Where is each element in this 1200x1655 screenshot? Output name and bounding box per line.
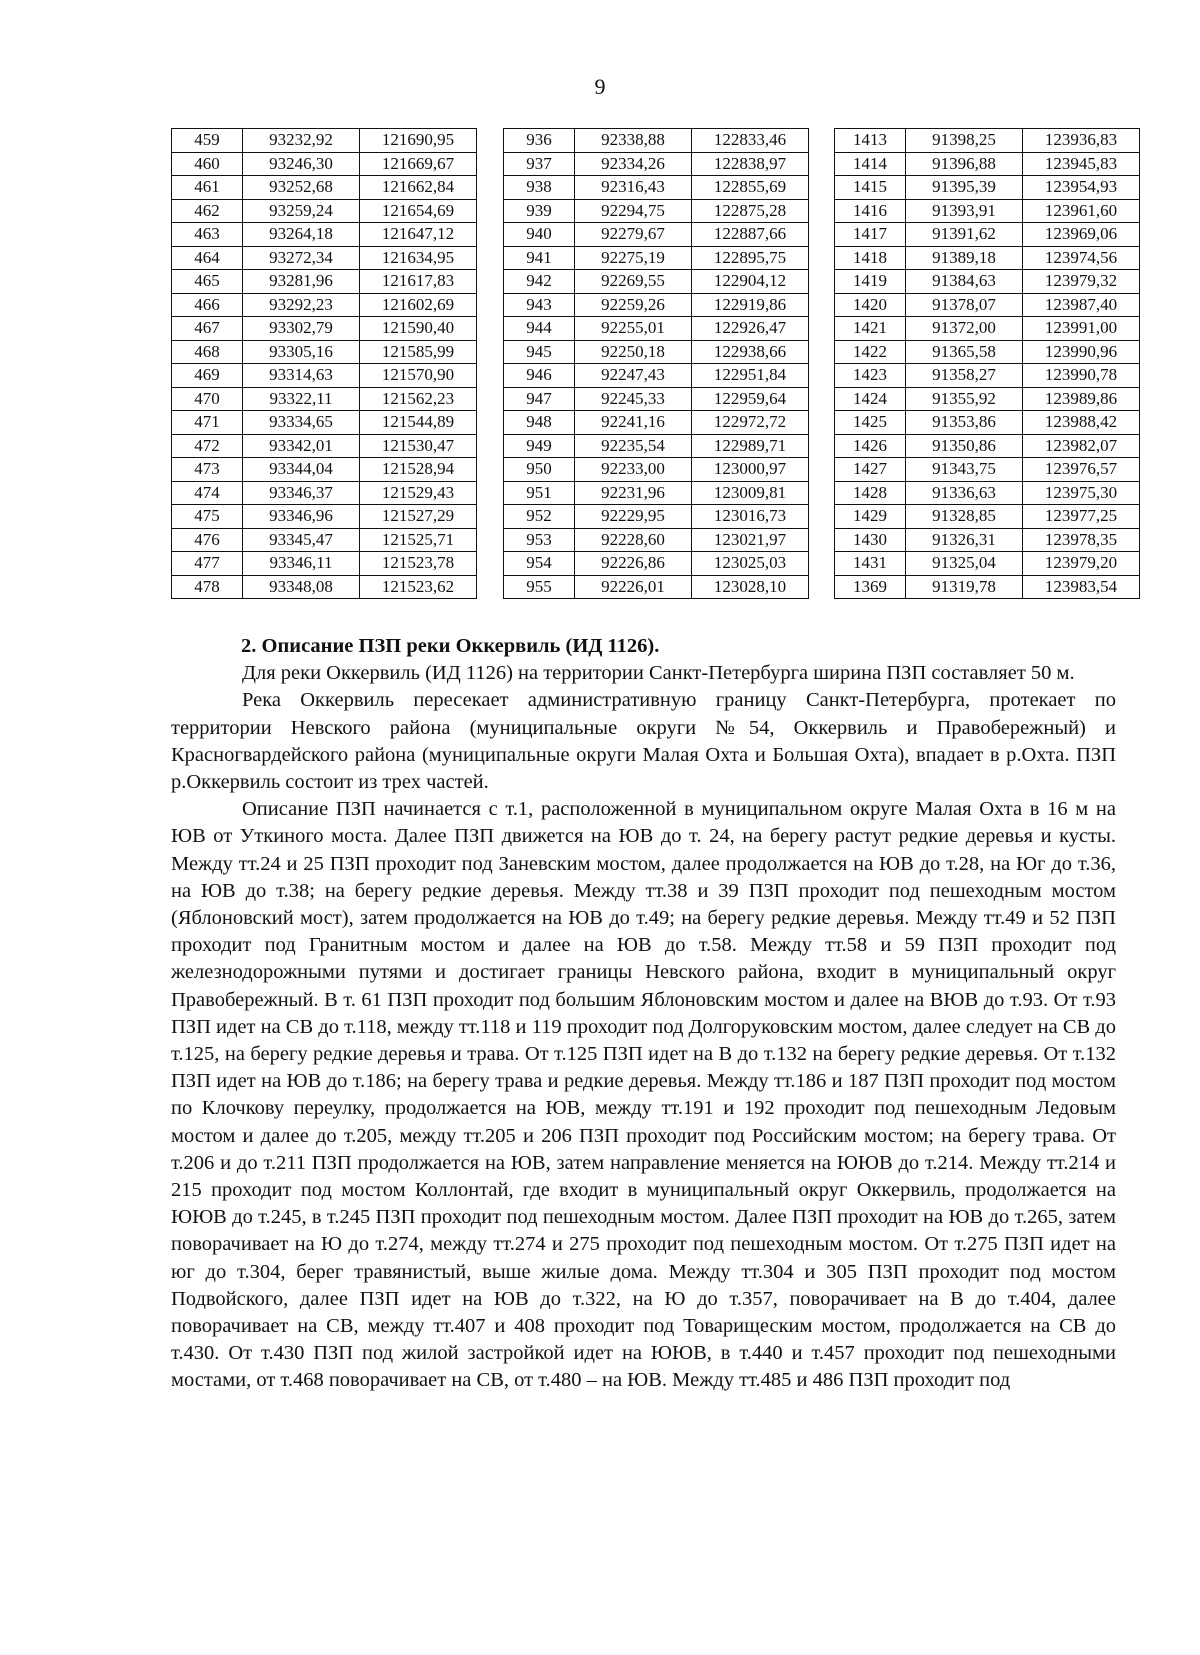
x-coordinate-cell: 92316,43 — [575, 176, 692, 200]
point-number-cell: 468 — [172, 340, 243, 364]
x-coordinate-cell: 92233,00 — [575, 458, 692, 482]
table-row — [172, 317, 477, 341]
point-number-cell: 940 — [504, 223, 575, 247]
table-row — [172, 340, 477, 364]
table-row — [172, 199, 477, 223]
y-coordinate-cell: 122919,86 — [692, 293, 809, 317]
point-number-cell: 463 — [172, 223, 243, 247]
table-row — [172, 528, 477, 552]
x-coordinate-cell: 92279,67 — [575, 223, 692, 247]
table-row — [504, 129, 809, 153]
table-row — [835, 505, 1140, 529]
x-coordinate-cell: 91391,62 — [906, 223, 1023, 247]
y-coordinate-cell: 122926,47 — [692, 317, 809, 341]
y-coordinate-cell: 121654,69 — [360, 199, 477, 223]
y-coordinate-cell: 123028,10 — [692, 575, 809, 599]
point-number-cell: 1426 — [835, 434, 906, 458]
point-number-cell: 466 — [172, 293, 243, 317]
x-coordinate-cell: 92255,01 — [575, 317, 692, 341]
point-number-cell: 1419 — [835, 270, 906, 294]
coordinates-table-1 — [171, 128, 477, 599]
table-row — [504, 152, 809, 176]
x-coordinate-cell: 93345,47 — [243, 528, 360, 552]
y-coordinate-cell: 121602,69 — [360, 293, 477, 317]
table-row — [172, 458, 477, 482]
y-coordinate-cell: 122972,72 — [692, 411, 809, 435]
x-coordinate-cell: 93305,16 — [243, 340, 360, 364]
y-coordinate-cell: 121617,83 — [360, 270, 477, 294]
y-coordinate-cell: 123945,83 — [1023, 152, 1140, 176]
y-coordinate-cell: 122938,66 — [692, 340, 809, 364]
point-number-cell: 1369 — [835, 575, 906, 599]
point-number-cell: 474 — [172, 481, 243, 505]
point-number-cell: 467 — [172, 317, 243, 341]
point-number-cell: 465 — [172, 270, 243, 294]
y-coordinate-cell: 121570,90 — [360, 364, 477, 388]
table-row — [504, 528, 809, 552]
table-row — [504, 434, 809, 458]
table-row — [835, 129, 1140, 153]
y-coordinate-cell: 122895,75 — [692, 246, 809, 270]
point-number-cell: 464 — [172, 246, 243, 270]
table-row — [835, 434, 1140, 458]
table-row — [504, 270, 809, 294]
y-coordinate-cell: 122959,64 — [692, 387, 809, 411]
point-number-cell: 936 — [504, 129, 575, 153]
point-number-cell: 952 — [504, 505, 575, 529]
x-coordinate-cell: 91326,31 — [906, 528, 1023, 552]
x-coordinate-cell: 92231,96 — [575, 481, 692, 505]
y-coordinate-cell: 123025,03 — [692, 552, 809, 576]
point-number-cell: 1418 — [835, 246, 906, 270]
table-row — [835, 270, 1140, 294]
coordinates-table-2 — [503, 128, 809, 599]
y-coordinate-cell: 122887,66 — [692, 223, 809, 247]
table-row — [504, 575, 809, 599]
section-heading: 2. Описание ПЗП реки Оккервиль (ИД 1126). — [241, 635, 660, 657]
table-row — [172, 293, 477, 317]
y-coordinate-cell: 121523,78 — [360, 552, 477, 576]
table-row — [172, 505, 477, 529]
table-row — [504, 246, 809, 270]
point-number-cell: 473 — [172, 458, 243, 482]
table-row — [835, 481, 1140, 505]
point-number-cell: 954 — [504, 552, 575, 576]
point-number-cell: 1429 — [835, 505, 906, 529]
y-coordinate-cell: 123987,40 — [1023, 293, 1140, 317]
table-row — [504, 552, 809, 576]
y-coordinate-cell: 121530,47 — [360, 434, 477, 458]
table-row — [172, 387, 477, 411]
point-number-cell: 460 — [172, 152, 243, 176]
x-coordinate-cell: 93252,68 — [243, 176, 360, 200]
x-coordinate-cell: 93246,30 — [243, 152, 360, 176]
point-number-cell: 470 — [172, 387, 243, 411]
x-coordinate-cell: 93346,37 — [243, 481, 360, 505]
y-coordinate-cell: 121523,62 — [360, 575, 477, 599]
x-coordinate-cell: 93344,04 — [243, 458, 360, 482]
point-number-cell: 951 — [504, 481, 575, 505]
y-coordinate-cell: 121525,71 — [360, 528, 477, 552]
x-coordinate-cell: 91398,25 — [906, 129, 1023, 153]
table-row — [835, 199, 1140, 223]
point-number-cell: 1414 — [835, 152, 906, 176]
table-row — [504, 481, 809, 505]
point-number-cell: 943 — [504, 293, 575, 317]
point-number-cell: 1431 — [835, 552, 906, 576]
y-coordinate-cell: 121634,95 — [360, 246, 477, 270]
point-number-cell: 945 — [504, 340, 575, 364]
table-row — [835, 246, 1140, 270]
x-coordinate-cell: 92241,16 — [575, 411, 692, 435]
y-coordinate-cell: 123000,97 — [692, 458, 809, 482]
y-coordinate-cell: 121527,29 — [360, 505, 477, 529]
point-number-cell: 938 — [504, 176, 575, 200]
x-coordinate-cell: 92226,01 — [575, 575, 692, 599]
y-coordinate-cell: 122989,71 — [692, 434, 809, 458]
table-row — [172, 481, 477, 505]
point-number-cell: 1424 — [835, 387, 906, 411]
y-coordinate-cell: 121590,40 — [360, 317, 477, 341]
point-number-cell: 478 — [172, 575, 243, 599]
point-number-cell: 1416 — [835, 199, 906, 223]
point-number-cell: 1413 — [835, 129, 906, 153]
y-coordinate-cell: 121544,89 — [360, 411, 477, 435]
x-coordinate-cell: 92245,33 — [575, 387, 692, 411]
point-number-cell: 1425 — [835, 411, 906, 435]
table-row — [835, 552, 1140, 576]
y-coordinate-cell: 123983,54 — [1023, 575, 1140, 599]
x-coordinate-cell: 91395,39 — [906, 176, 1023, 200]
table-row — [835, 223, 1140, 247]
y-coordinate-cell: 122833,46 — [692, 129, 809, 153]
y-coordinate-cell: 122838,97 — [692, 152, 809, 176]
x-coordinate-cell: 91365,58 — [906, 340, 1023, 364]
y-coordinate-cell: 123969,06 — [1023, 223, 1140, 247]
table-row — [172, 223, 477, 247]
y-coordinate-cell: 121562,23 — [360, 387, 477, 411]
x-coordinate-cell: 93264,18 — [243, 223, 360, 247]
point-number-cell: 1420 — [835, 293, 906, 317]
x-coordinate-cell: 92338,88 — [575, 129, 692, 153]
table-row — [504, 223, 809, 247]
y-coordinate-cell: 123961,60 — [1023, 199, 1140, 223]
x-coordinate-cell: 93272,34 — [243, 246, 360, 270]
x-coordinate-cell: 93281,96 — [243, 270, 360, 294]
table-row — [172, 411, 477, 435]
x-coordinate-cell: 91372,00 — [906, 317, 1023, 341]
table-row — [504, 317, 809, 341]
x-coordinate-cell: 91355,92 — [906, 387, 1023, 411]
y-coordinate-cell: 122875,28 — [692, 199, 809, 223]
table-row — [172, 575, 477, 599]
x-coordinate-cell: 92275,19 — [575, 246, 692, 270]
table-row — [172, 129, 477, 153]
point-number-cell: 1421 — [835, 317, 906, 341]
point-number-cell: 476 — [172, 528, 243, 552]
y-coordinate-cell: 123990,78 — [1023, 364, 1140, 388]
x-coordinate-cell: 91328,85 — [906, 505, 1023, 529]
table-row — [835, 528, 1140, 552]
point-number-cell: 946 — [504, 364, 575, 388]
table-row — [835, 364, 1140, 388]
y-coordinate-cell: 123976,57 — [1023, 458, 1140, 482]
coordinates-table-3 — [834, 128, 1140, 599]
point-number-cell: 462 — [172, 199, 243, 223]
table-row — [835, 411, 1140, 435]
table-row — [504, 293, 809, 317]
x-coordinate-cell: 92229,95 — [575, 505, 692, 529]
table-row — [504, 176, 809, 200]
table-row — [835, 317, 1140, 341]
y-coordinate-cell: 122855,69 — [692, 176, 809, 200]
x-coordinate-cell: 93346,96 — [243, 505, 360, 529]
y-coordinate-cell: 123990,96 — [1023, 340, 1140, 364]
point-number-cell: 937 — [504, 152, 575, 176]
table-row — [504, 387, 809, 411]
x-coordinate-cell: 92247,43 — [575, 364, 692, 388]
table-row — [835, 387, 1140, 411]
point-number-cell: 461 — [172, 176, 243, 200]
x-coordinate-cell: 91389,18 — [906, 246, 1023, 270]
x-coordinate-cell: 92250,18 — [575, 340, 692, 364]
point-number-cell: 1428 — [835, 481, 906, 505]
y-coordinate-cell: 122951,84 — [692, 364, 809, 388]
x-coordinate-cell: 91393,91 — [906, 199, 1023, 223]
point-number-cell: 948 — [504, 411, 575, 435]
table-row — [172, 364, 477, 388]
table-row — [835, 176, 1140, 200]
y-coordinate-cell: 123016,73 — [692, 505, 809, 529]
y-coordinate-cell: 123979,32 — [1023, 270, 1140, 294]
y-coordinate-cell: 123021,97 — [692, 528, 809, 552]
table-row — [835, 575, 1140, 599]
x-coordinate-cell: 91384,63 — [906, 270, 1023, 294]
point-number-cell: 1417 — [835, 223, 906, 247]
x-coordinate-cell: 92235,54 — [575, 434, 692, 458]
point-number-cell: 950 — [504, 458, 575, 482]
x-coordinate-cell: 91319,78 — [906, 575, 1023, 599]
x-coordinate-cell: 92228,60 — [575, 528, 692, 552]
point-number-cell: 1430 — [835, 528, 906, 552]
y-coordinate-cell: 121669,67 — [360, 152, 477, 176]
table-row — [172, 270, 477, 294]
y-coordinate-cell: 123991,00 — [1023, 317, 1140, 341]
table-row — [835, 458, 1140, 482]
point-number-cell: 953 — [504, 528, 575, 552]
point-number-cell: 459 — [172, 129, 243, 153]
y-coordinate-cell: 123982,07 — [1023, 434, 1140, 458]
y-coordinate-cell: 123936,83 — [1023, 129, 1140, 153]
y-coordinate-cell: 121528,94 — [360, 458, 477, 482]
x-coordinate-cell: 91336,63 — [906, 481, 1023, 505]
x-coordinate-cell: 93346,11 — [243, 552, 360, 576]
point-number-cell: 1415 — [835, 176, 906, 200]
table-row — [504, 458, 809, 482]
paragraph-overview: Река Оккервиль пересекает административную границу Санкт-Петербурга, протекает по территории Невского района (муниципальные округи №54, Оккервиль и Правобережный) и Красногвардейского района (муниципальные округи Малая Охта и Большая Охта), впадает в р.Охта. ПЗП р.Оккервиль состоит из трех частей. — [171, 689, 1116, 794]
x-coordinate-cell: 93314,63 — [243, 364, 360, 388]
x-coordinate-cell: 91378,07 — [906, 293, 1023, 317]
x-coordinate-cell: 93322,11 — [243, 387, 360, 411]
table-row — [504, 199, 809, 223]
table-row — [504, 411, 809, 435]
x-coordinate-cell: 93334,65 — [243, 411, 360, 435]
y-coordinate-cell: 121662,84 — [360, 176, 477, 200]
x-coordinate-cell: 91325,04 — [906, 552, 1023, 576]
x-coordinate-cell: 91350,86 — [906, 434, 1023, 458]
table-row — [835, 152, 1140, 176]
paragraph-route: Описание ПЗП начинается с т.1, расположенной в муниципальном округе Малая Охта в 16 м на ЮВ от Уткиного моста. Далее ПЗП движется на ЮВ до т. 24, на берегу растут редкие деревья и кусты. Между тт.24 и 25 ПЗП проходит под Заневским мостом, далее продолжается на ЮВ до т.28, на Юг до т.36, на ЮВ до т.38; на берегу редкие деревья. Между тт.38 и 39 ПЗП проходит под пешеходным мостом (Яблоновский мост), затем продолжается на ЮВ до т.49; на берегу редкие деревья. Между тт.49 и 52 ПЗП проходит под Гранитным мостом и далее на ЮВ до т.58. Между тт.58 и 59 ПЗП проходит под железнодорожными путями и достигает границы Невского района, входит в муниципальный округ Правобережный. В т. 61 ПЗП проходит под большим Яблоновским мостом и далее на ВЮВ до т.93. От т.93 ПЗП идет на СВ до т.118, между тт.118 и 119 проходит под Долгоруковским мостом, далее следует на СВ до т.125, на берегу редкие деревья и трава. От т.125 ПЗП идет на В до т.132 на берегу редкие деревья. От т.132 ПЗП идет на ЮВ до т.186; на берегу трава и редкие деревья. Между тт.186 и 187 ПЗП проходит под мостом по Клочкову переулку, продолжается на ЮВ, между тт.191 и 192 проходит под пешеходным Ледовым мостом и далее до т.205, между тт.205 и 206 ПЗП проходит под Российским мостом; на берегу трава. От т.206 и до т.211 ПЗП продолжается на ЮВ, затем направление меняется на ЮЮВ до т.214. Между тт.214 и 215 проходит под мостом Коллонтай, где входит в муниципальный округ Оккервиль, продолжается на ЮЮВ до т.245, в т.245 ПЗП проходит под пешеходным мостом. Далее ПЗП проходит на ЮВ до т.265, затем поворачивает на Ю до т.274, между тт.274 и 275 проходит под пешеходным мостом. От т.275 ПЗП идет на юг до т.304, берег травянистый, выше жилые дома. Между тт.304 и 305 ПЗП проходит под мостом Подвойского, далее ПЗП идет на ЮВ до т.322, на Ю до т.357, поворачивает на В до т.404, далее поворачивает на СВ, между тт.407 и 408 проходит под Товарищеским мостом, продолжается на СВ до т.430. От т.430 ПЗП под жилой застройкой идет на ЮЮВ, в т.440 и т.457 проходит под пешеходными мостами, от т.468 поворачивает на СВ, от т.480 – на ЮВ. Между тт.485 и 486 ПЗП проходит под — [171, 798, 1116, 1392]
x-coordinate-cell: 93259,24 — [243, 199, 360, 223]
point-number-cell: 941 — [504, 246, 575, 270]
x-coordinate-cell: 93348,08 — [243, 575, 360, 599]
table-row — [835, 340, 1140, 364]
point-number-cell: 947 — [504, 387, 575, 411]
y-coordinate-cell: 123988,42 — [1023, 411, 1140, 435]
table-row — [172, 434, 477, 458]
x-coordinate-cell: 93302,79 — [243, 317, 360, 341]
x-coordinate-cell: 92226,86 — [575, 552, 692, 576]
y-coordinate-cell: 123009,81 — [692, 481, 809, 505]
x-coordinate-cell: 92334,26 — [575, 152, 692, 176]
table-row — [504, 505, 809, 529]
table-row — [172, 246, 477, 270]
point-number-cell: 1427 — [835, 458, 906, 482]
y-coordinate-cell: 123975,30 — [1023, 481, 1140, 505]
y-coordinate-cell: 123974,56 — [1023, 246, 1140, 270]
table-row — [172, 176, 477, 200]
x-coordinate-cell: 91358,27 — [906, 364, 1023, 388]
table-row — [835, 293, 1140, 317]
y-coordinate-cell: 123989,86 — [1023, 387, 1140, 411]
point-number-cell: 949 — [504, 434, 575, 458]
point-number-cell: 955 — [504, 575, 575, 599]
paragraph-width: Для реки Оккервиль (ИД 1126) на территории Санкт-Петербурга ширина ПЗП составляет 50 м. — [242, 662, 1075, 685]
table-row — [504, 364, 809, 388]
page-number: 9 — [594, 74, 606, 99]
y-coordinate-cell: 121690,95 — [360, 129, 477, 153]
point-number-cell: 471 — [172, 411, 243, 435]
y-coordinate-cell: 123979,20 — [1023, 552, 1140, 576]
x-coordinate-cell: 93292,23 — [243, 293, 360, 317]
point-number-cell: 939 — [504, 199, 575, 223]
x-coordinate-cell: 91396,88 — [906, 152, 1023, 176]
table-row — [504, 340, 809, 364]
point-number-cell: 944 — [504, 317, 575, 341]
point-number-cell: 1422 — [835, 340, 906, 364]
y-coordinate-cell: 121585,99 — [360, 340, 477, 364]
x-coordinate-cell: 92294,75 — [575, 199, 692, 223]
x-coordinate-cell: 92269,55 — [575, 270, 692, 294]
point-number-cell: 472 — [172, 434, 243, 458]
point-number-cell: 1423 — [835, 364, 906, 388]
table-row — [172, 152, 477, 176]
point-number-cell: 475 — [172, 505, 243, 529]
y-coordinate-cell: 121529,43 — [360, 481, 477, 505]
point-number-cell: 942 — [504, 270, 575, 294]
x-coordinate-cell: 93232,92 — [243, 129, 360, 153]
y-coordinate-cell: 123978,35 — [1023, 528, 1140, 552]
point-number-cell: 477 — [172, 552, 243, 576]
point-number-cell: 469 — [172, 364, 243, 388]
x-coordinate-cell: 91343,75 — [906, 458, 1023, 482]
y-coordinate-cell: 123954,93 — [1023, 176, 1140, 200]
table-row — [172, 552, 477, 576]
section-body — [171, 633, 1116, 1395]
x-coordinate-cell: 92259,26 — [575, 293, 692, 317]
y-coordinate-cell: 121647,12 — [360, 223, 477, 247]
x-coordinate-cell: 93342,01 — [243, 434, 360, 458]
y-coordinate-cell: 122904,12 — [692, 270, 809, 294]
x-coordinate-cell: 91353,86 — [906, 411, 1023, 435]
y-coordinate-cell: 123977,25 — [1023, 505, 1140, 529]
